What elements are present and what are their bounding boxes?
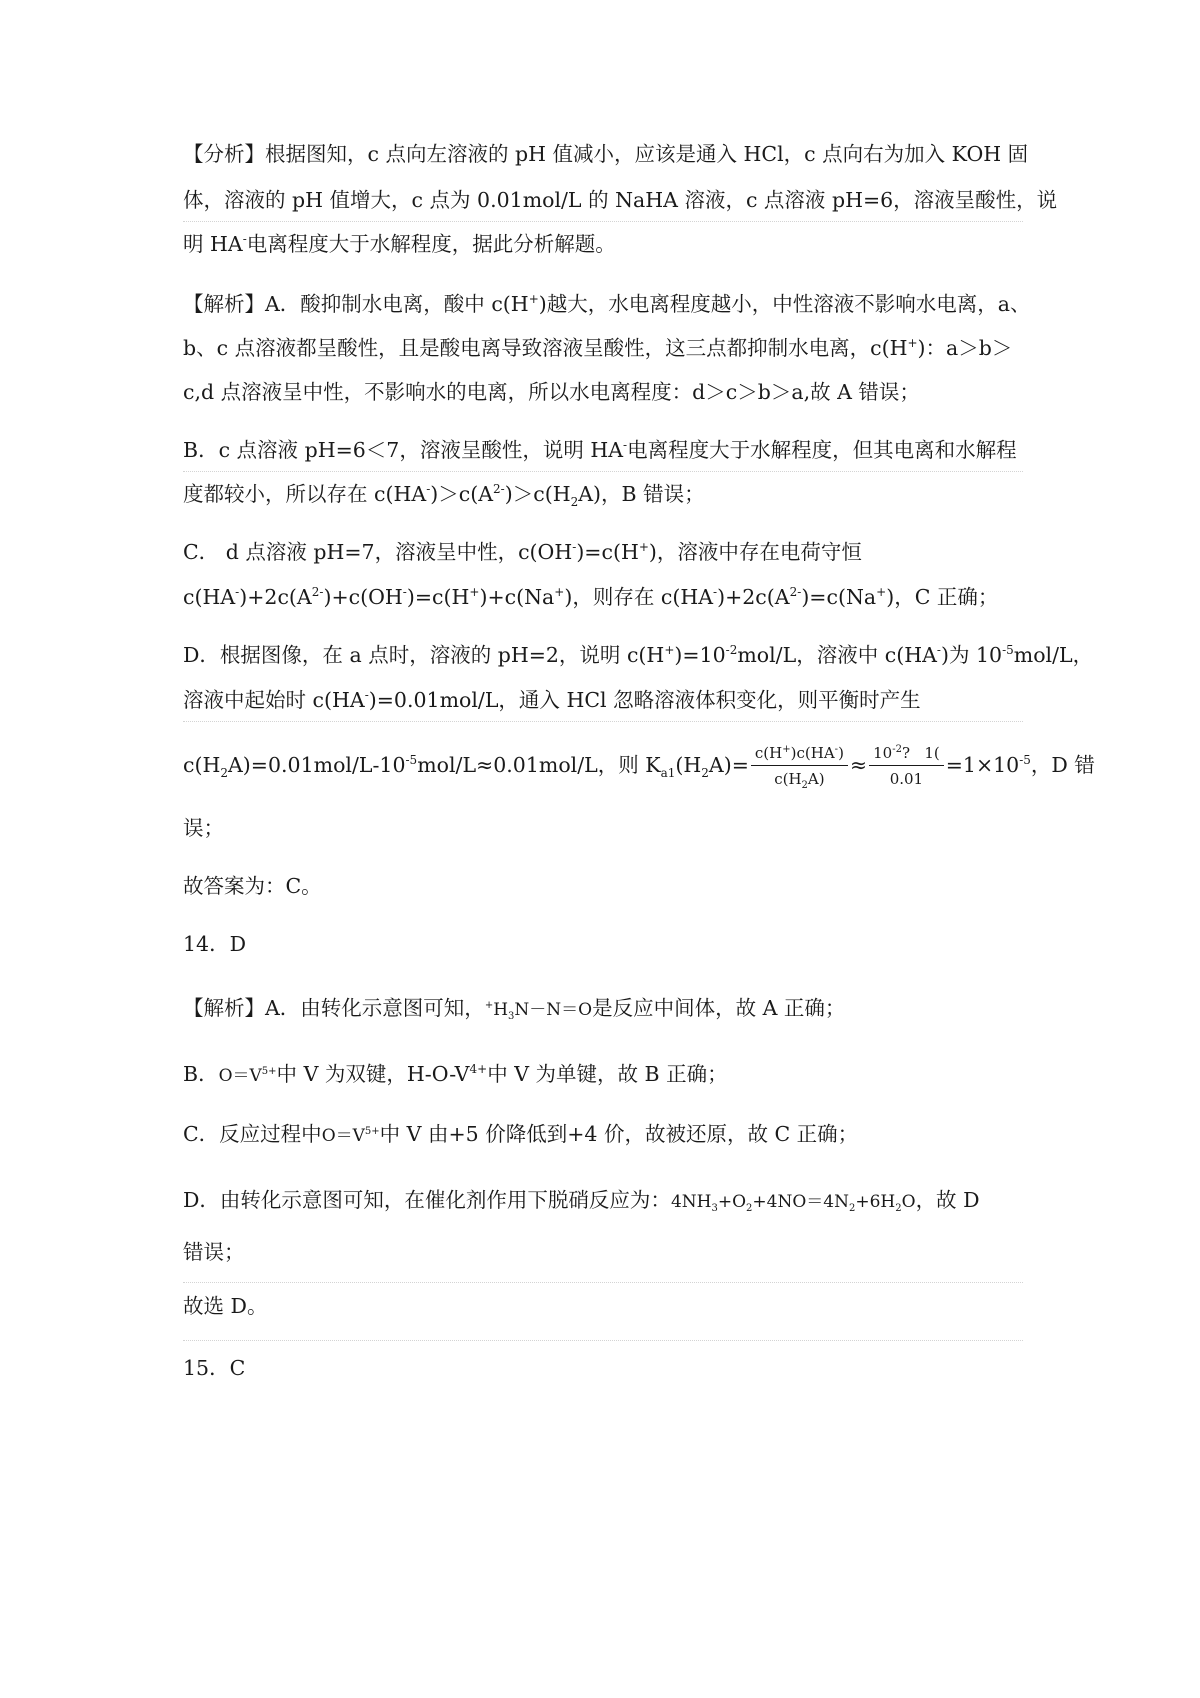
explanation-label: 【解析】: [183, 292, 265, 316]
q14-option-d-line-2: 错误；: [183, 1240, 245, 1264]
q13-option-b-line-2: 度都较小，所以存在 $c(HA^-)>c(A^{2-})>c(H_2A)$，B 错误；: [183, 482, 705, 509]
q13-option-d-line-2: 溶液中起始时 c(HA-)=0.01mol/L，通入 HCl 忽略溶液体积变化，则平衡时产生: [183, 688, 921, 712]
divider: [183, 471, 1023, 472]
q15-heading: 15．C: [183, 1356, 246, 1380]
q14-option-d-line-1: D．由转化示意图可知，在催化剂作用下脱硝反应为：$4NH_3+O_2+4NO=4N_2+6H_2O$，故 D: [183, 1188, 980, 1214]
vanadyl-formula: $O=V^{5+}$: [321, 1126, 380, 1146]
q13-option-a-line-1: 【解析】A．酸抑制水电离，酸中 c(H+)越大，水电离程度越小，中性溶液不影响水电离，a、: [183, 292, 1031, 316]
q13-option-a-line-2: b、c 点溶液都呈酸性，且是酸电离导致溶液呈酸性，这三点都抑制水电离，c(H+)：a＞b＞: [183, 336, 1013, 360]
ka1-value-fraction: $\frac{10^{-2}? 1(}{0.01}$: [869, 741, 944, 792]
document-page: [183, 0, 1095, 1698]
q14-option-b: B．$O=V^{5+}$中 V 为双键，$H-O-V^{4+}$中 V 为单键，故 B 正确；: [183, 1062, 728, 1086]
q13-option-c-line-1: C． d 点溶液 pH=7，溶液呈中性，c(OH-)=c(H+)，溶液中存在电荷守恒: [183, 540, 862, 564]
analysis-line-2: 体，溶液的 pH 值增大，c 点为 0.01mol/L 的 NaHA 溶液，c 点溶液 pH=6，溶液呈酸性，说: [183, 188, 1058, 212]
q13-option-a-line-3: c,d 点溶液呈中性，不影响水的电离，所以水电离程度：d＞c＞b＞a,故 A 错误；: [183, 380, 920, 404]
ka1-fraction: $\frac{c(H^+)c(HA^-)}{c(H_2A)}$: [751, 741, 848, 792]
denitration-equation: $4NH_3+O_2+4NO=4N_2+6H_2O$: [670, 1192, 916, 1214]
q13-option-d-line-1: D．根据图像，在 a 点时，溶液的 pH=2，说明 $c(H^+)=10^{-2}mol/L$，溶液中 c(HA-)为 $10^{-5}mol/L$，: [183, 643, 1094, 667]
q13-option-b-line-1: B．c 点溶液 pH=6＜7，溶液呈酸性，说明 HA-电离程度大于水解程度，但其电离和水解程: [183, 438, 1017, 462]
divider: [183, 1340, 1023, 1341]
divider: [183, 221, 1023, 222]
vanadyl-formula: $O=V^{5+}$: [218, 1066, 277, 1086]
analysis-line-3: 明 HA-电离程度大于水解程度，据此分析解题。: [183, 232, 616, 256]
q14-heading: 14．D: [183, 932, 247, 956]
q13-option-d-line-4: 误；: [183, 816, 224, 840]
q14-answer: 故选 D。: [183, 1294, 268, 1318]
q13-option-d-line-3: $c(H_2A)=0.01mol/L-10^{-5}mol/L\approx 0.01mol/L$，则 $K_{a1}(H_2A)=$ $\frac{c(H^+)c(HA^-)}{c(H_2A)}$ ≈ $\frac{10^{-2}? 1(}{0.01}$ $=1\times 10^{-5}$，D 错: [183, 740, 1023, 792]
q13-option-c-line-2: $c(HA^-)+2c(A^{2-})+c(OH^-)=c(H^+)+c(Na^+)$，则存在 $c(HA^-)+2c(A^{2-})=c(Na^+)$，C 正确；: [183, 585, 999, 609]
intermediate-formula: $^+H_3N-N=O$: [484, 1000, 593, 1022]
q13-answer: 故答案为：C。: [183, 874, 322, 898]
divider: [183, 1282, 1023, 1283]
explanation-label: 【解析】: [183, 996, 265, 1020]
q14-option-c: C．反应过程中$O=V^{5+}$中 V 由+5 价降低到+4 价，故被还原，故 C 正确；: [183, 1122, 859, 1146]
divider: [183, 721, 1023, 722]
analysis-label: 【分析】: [183, 142, 265, 166]
q14-option-a: 【解析】A．由转化示意图可知，$^+H_3N-N=O$是反应中间体，故 A 正确；: [183, 996, 846, 1022]
analysis-line-1: 【分析】根据图知，c 点向左溶液的 pH 值减小，应该是通入 HCl，c 点向右为加入 KOH 固: [183, 142, 1029, 166]
